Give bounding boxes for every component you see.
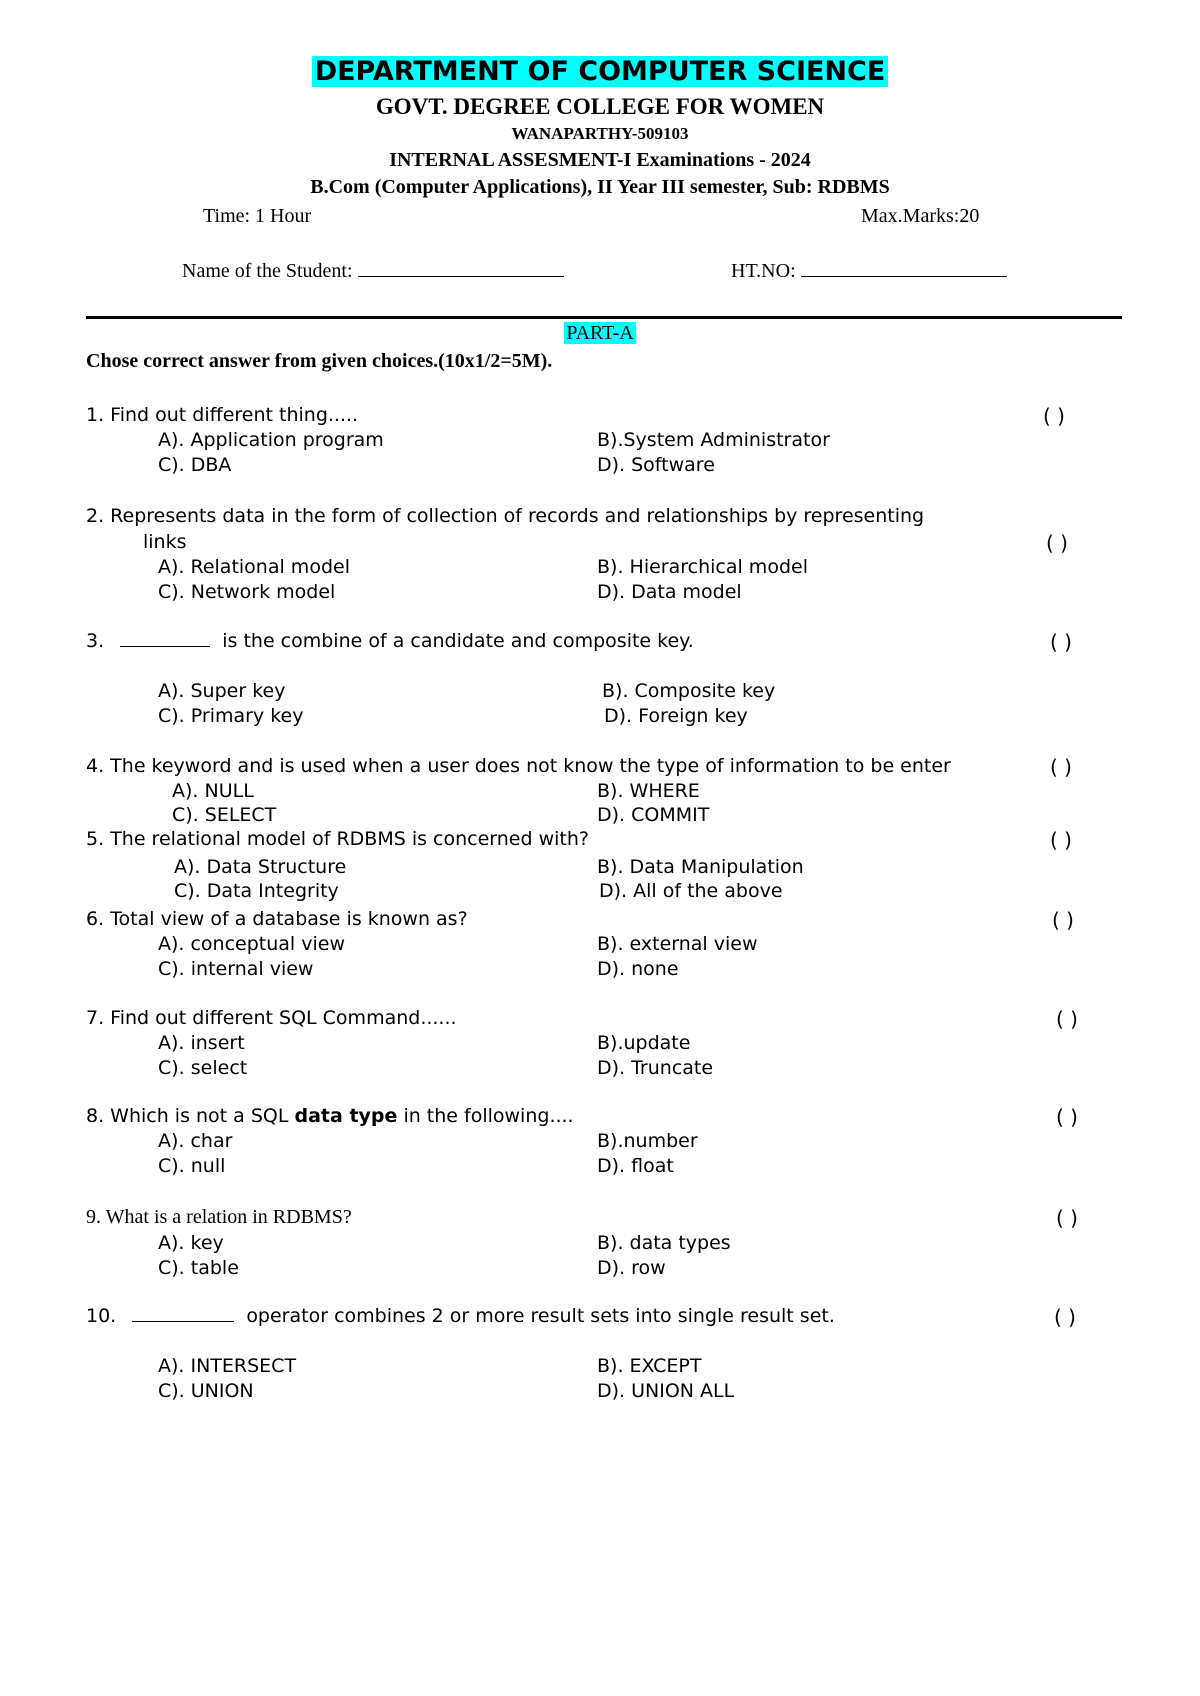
question-5-option-b: B). Data Manipulation [597, 856, 804, 878]
question-6-option-c: C). internal view [158, 958, 314, 980]
question-10-option-b: B). EXCEPT [597, 1355, 702, 1377]
question-2-option-d: D). Data model [597, 581, 742, 603]
part-instruction: Chose correct answer from given choices.(10x1/2=5M). [86, 350, 553, 372]
question-10-option-a: A). INTERSECT [158, 1355, 297, 1377]
college-name: GOVT. DEGREE COLLEGE FOR WOMEN [375, 94, 825, 119]
part-title: PART-A [566, 322, 634, 344]
question-1-option-c: C). DBA [158, 454, 232, 476]
question-10-stem: operator combines 2 or more result sets into single result set. [246, 1305, 835, 1327]
question-10-option-c: C). UNION [158, 1380, 254, 1402]
question-3-number: 3. [86, 630, 105, 652]
question-7-option-d: D). Truncate [597, 1057, 714, 1079]
question-9-option-c: C). table [158, 1257, 239, 1279]
question-2-option-b: B). Hierarchical model [597, 556, 808, 578]
answer-bracket-7[interactable]: ( ) [1056, 1007, 1078, 1031]
question-3-option-c: C). Primary key [158, 705, 304, 727]
question-8-option-d: D). float [597, 1155, 674, 1177]
htno-label: HT.NO: [731, 260, 796, 282]
htno-field[interactable] [801, 260, 1007, 277]
question-1-option-b: B).System Administrator [597, 429, 830, 451]
question-3-stem: is the combine of a candidate and composite key. [222, 630, 694, 652]
question-8-stem: 8. Which is not a SQL data type in the following.... [86, 1105, 574, 1127]
question-2-option-c: C). Network model [158, 581, 336, 603]
question-9-stem: 9. What is a relation in RDBMS? [86, 1206, 352, 1228]
question-6-option-d: D). none [597, 958, 679, 980]
question-4-option-c: C). SELECT [172, 804, 277, 826]
exam-title: INTERNAL ASSESMENT-I Examinations - 2024 [389, 149, 811, 171]
question-1-stem: 1. Find out different thing..... [86, 404, 359, 426]
question-5-option-c: C). Data Integrity [174, 880, 339, 902]
answer-bracket-1[interactable]: ( ) [1043, 404, 1065, 428]
htno-row [731, 260, 1007, 283]
question-9-option-a: A). key [158, 1232, 224, 1254]
question-9-option-d: D). row [597, 1257, 666, 1279]
student-name-field[interactable] [358, 260, 564, 277]
answer-bracket-8[interactable]: ( ) [1056, 1105, 1078, 1129]
answer-bracket-5[interactable]: ( ) [1050, 828, 1072, 852]
header-divider [86, 316, 1122, 319]
question-5-option-a: A). Data Structure [174, 856, 347, 878]
question-7-option-b: B).update [597, 1032, 691, 1054]
question-3-blank [120, 630, 210, 647]
question-6-stem: 6. Total view of a database is known as? [86, 908, 468, 930]
question-4-option-a: A). NULL [172, 780, 254, 802]
question-8-emphasis: data type [294, 1105, 398, 1127]
question-6-option-a: A). conceptual view [158, 933, 346, 955]
question-3-stem-row [86, 630, 694, 652]
question-8-option-a: A). char [158, 1130, 233, 1152]
question-8-option-c: C). null [158, 1155, 226, 1177]
question-3-option-a: A). Super key [158, 680, 286, 702]
answer-bracket-2[interactable]: ( ) [1046, 531, 1068, 555]
student-name-row [182, 260, 564, 283]
question-4-option-b: B). WHERE [597, 780, 700, 802]
question-2-stem: 2. Represents data in the form of collection of records and relationships by representing [86, 505, 925, 527]
college-location: WANAPARTHY-509103 [511, 124, 689, 143]
question-9-option-b: B). data types [597, 1232, 731, 1254]
question-5-option-d: D). All of the above [599, 880, 783, 902]
question-10-stem-row [86, 1305, 835, 1327]
question-7-stem: 7. Find out different SQL Command...... [86, 1007, 457, 1029]
answer-bracket-3[interactable]: ( ) [1050, 630, 1072, 654]
question-4-stem: 4. The keyword and is used when a user does not know the type of information to be enter [86, 755, 951, 777]
question-5-stem: 5. The relational model of RDBMS is concerned with? [86, 828, 589, 850]
question-4-option-d: D). COMMIT [597, 804, 710, 826]
answer-bracket-4[interactable]: ( ) [1050, 755, 1072, 779]
question-10-blank [132, 1305, 234, 1322]
time-label: Time: 1 Hour [203, 205, 312, 227]
question-7-option-a: A). insert [158, 1032, 245, 1054]
answer-bracket-6[interactable]: ( ) [1052, 908, 1074, 932]
question-8-option-b: B).number [597, 1130, 698, 1152]
question-2-option-a: A). Relational model [158, 556, 350, 578]
question-10-number: 10. [86, 1305, 117, 1327]
question-3-option-d: D). Foreign key [604, 705, 748, 727]
answer-bracket-10[interactable]: ( ) [1054, 1305, 1076, 1329]
question-1-option-d: D). Software [597, 454, 715, 476]
question-1-option-a: A). Application program [158, 429, 384, 451]
max-marks-label: Max.Marks:20 [861, 205, 980, 227]
answer-bracket-9[interactable]: ( ) [1056, 1206, 1078, 1230]
question-6-option-b: B). external view [597, 933, 758, 955]
question-7-option-c: C). select [158, 1057, 248, 1079]
question-2-stem-continued: links [143, 531, 187, 553]
question-10-option-d: D). UNION ALL [597, 1380, 735, 1402]
department-title: DEPARTMENT OF COMPUTER SCIENCE [0, 56, 1200, 87]
student-name-label: Name of the Student: [182, 260, 353, 282]
course-subject: B.Com (Computer Applications), II Year III semester, Sub: RDBMS [310, 176, 890, 198]
question-3-option-b: B). Composite key [602, 680, 776, 702]
